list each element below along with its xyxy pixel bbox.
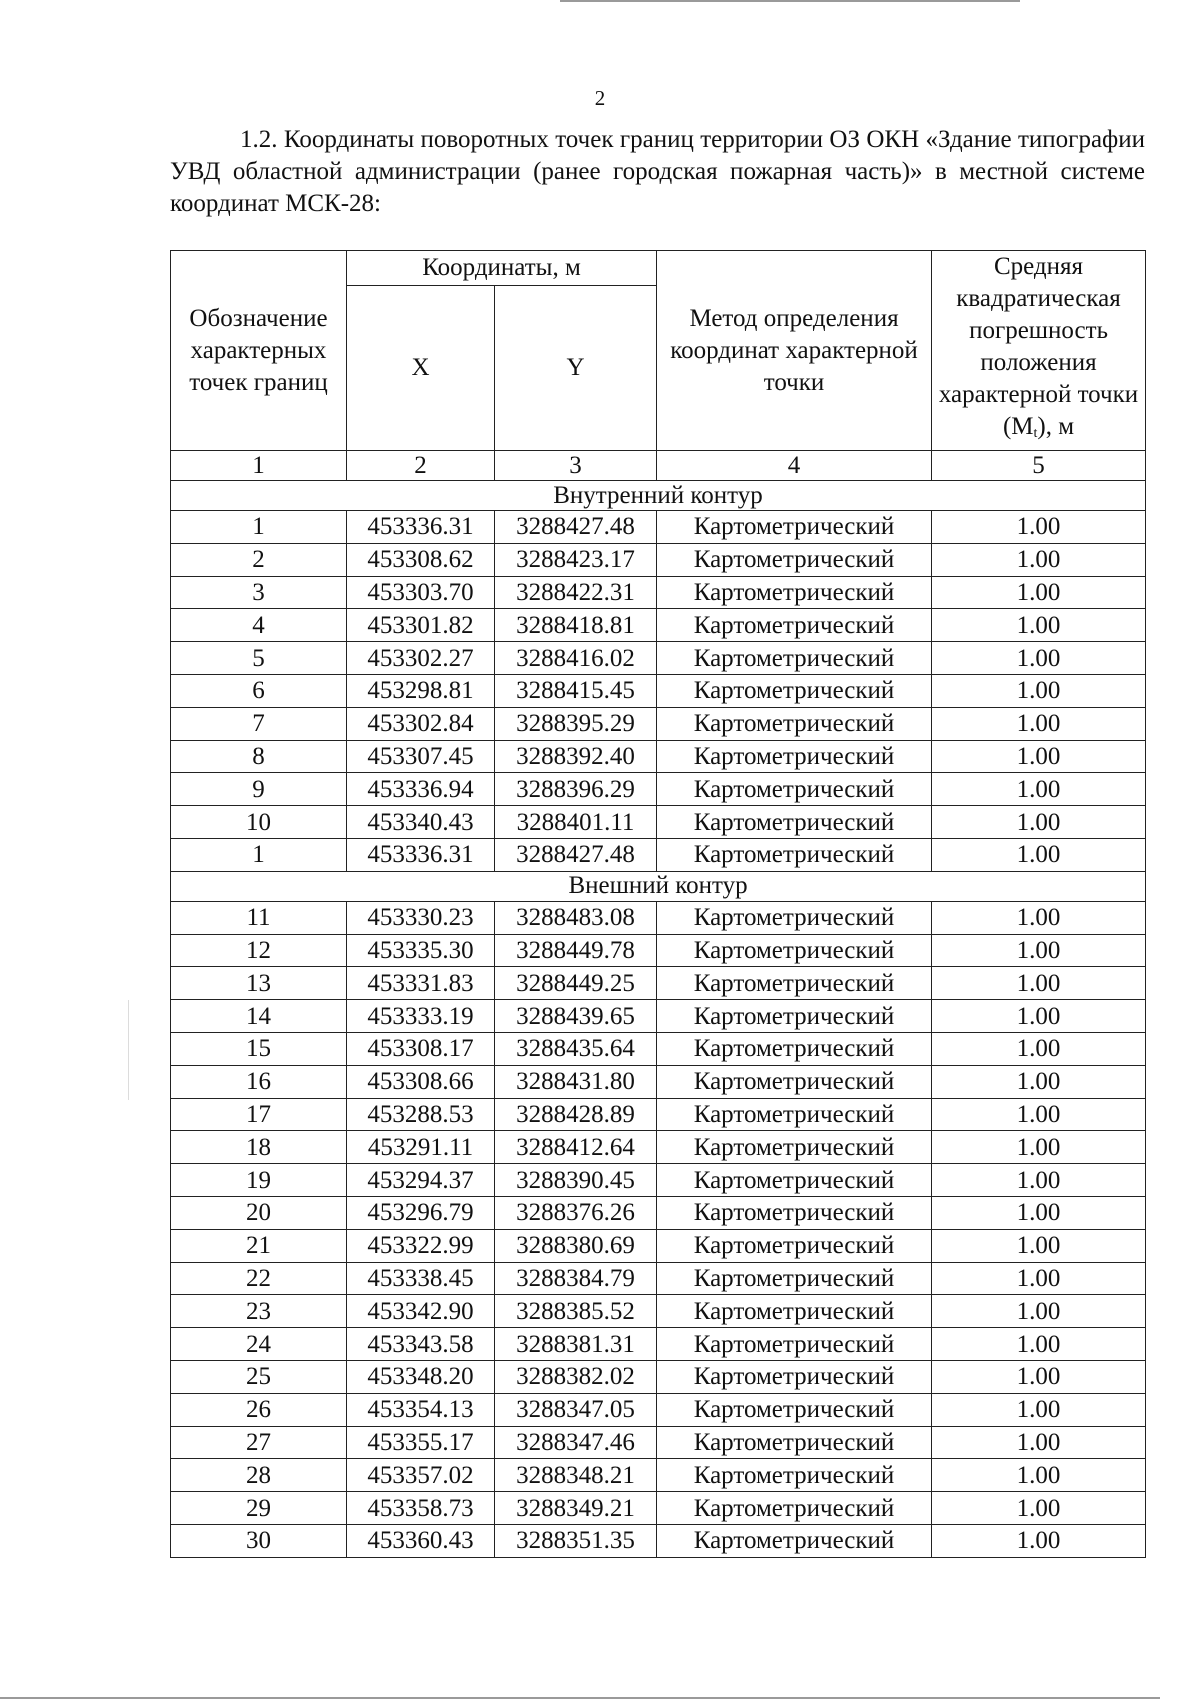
point-cell: 22 <box>171 1262 347 1295</box>
error-cell: 1.00 <box>932 1262 1146 1295</box>
column-number: 5 <box>932 451 1146 481</box>
table-row <box>171 1032 1146 1065</box>
x-cell: 453296.79 <box>347 1196 495 1229</box>
x-cell: 453307.45 <box>347 740 495 773</box>
error-cell: 1.00 <box>932 642 1146 675</box>
table-row <box>171 1360 1146 1393</box>
method-cell: Картометрический <box>657 1426 932 1459</box>
point-cell: 8 <box>171 740 347 773</box>
y-cell: 3288483.08 <box>495 901 657 934</box>
header-y: Y <box>495 285 657 450</box>
point-cell: 13 <box>171 967 347 1000</box>
error-cell: 1.00 <box>932 838 1146 871</box>
y-cell: 3288412.64 <box>495 1131 657 1164</box>
y-cell: 3288385.52 <box>495 1295 657 1328</box>
error-cell: 1.00 <box>932 1000 1146 1033</box>
table-row <box>171 1065 1146 1098</box>
table-row <box>171 1295 1146 1328</box>
y-cell: 3288416.02 <box>495 642 657 675</box>
table-row <box>171 773 1146 806</box>
y-cell: 3288390.45 <box>495 1164 657 1197</box>
y-cell: 3288395.29 <box>495 707 657 740</box>
point-cell: 19 <box>171 1164 347 1197</box>
x-cell: 453322.99 <box>347 1229 495 1262</box>
point-cell: 15 <box>171 1032 347 1065</box>
x-cell: 453358.73 <box>347 1492 495 1525</box>
table-row <box>171 1000 1146 1033</box>
point-cell: 4 <box>171 609 347 642</box>
point-cell: 17 <box>171 1098 347 1131</box>
method-cell: Картометрический <box>657 1131 932 1164</box>
table-row <box>171 838 1146 871</box>
point-cell: 6 <box>171 674 347 707</box>
x-cell: 453343.58 <box>347 1328 495 1361</box>
y-cell: 3288435.64 <box>495 1032 657 1065</box>
header-coordinates: Координаты, м <box>347 251 657 286</box>
x-cell: 453308.62 <box>347 543 495 576</box>
point-cell: 29 <box>171 1492 347 1525</box>
table-row <box>171 609 1146 642</box>
point-cell: 3 <box>171 576 347 609</box>
table-row <box>171 740 1146 773</box>
table-row <box>171 511 1146 544</box>
y-cell: 3288376.26 <box>495 1196 657 1229</box>
section-row <box>171 871 1146 901</box>
method-cell: Картометрический <box>657 773 932 806</box>
error-cell: 1.00 <box>932 1065 1146 1098</box>
y-cell: 3288381.31 <box>495 1328 657 1361</box>
method-cell: Картометрический <box>657 1328 932 1361</box>
x-cell: 453354.13 <box>347 1393 495 1426</box>
error-cell: 1.00 <box>932 1524 1146 1557</box>
table-row <box>171 543 1146 576</box>
y-cell: 3288427.48 <box>495 838 657 871</box>
y-cell: 3288347.05 <box>495 1393 657 1426</box>
x-cell: 453288.53 <box>347 1098 495 1131</box>
y-cell: 3288401.11 <box>495 806 657 839</box>
point-cell: 20 <box>171 1196 347 1229</box>
header-error-subscript: t <box>1033 426 1038 441</box>
scan-edge-bottom <box>0 1697 1160 1699</box>
method-cell: Картометрический <box>657 576 932 609</box>
error-cell: 1.00 <box>932 1295 1146 1328</box>
error-cell: 1.00 <box>932 1459 1146 1492</box>
table-row <box>171 901 1146 934</box>
point-cell: 1 <box>171 511 347 544</box>
scan-edge-top <box>560 0 1020 2</box>
point-cell: 14 <box>171 1000 347 1033</box>
error-cell: 1.00 <box>932 576 1146 609</box>
y-cell: 3288347.46 <box>495 1426 657 1459</box>
table-row <box>171 934 1146 967</box>
x-cell: 453291.11 <box>347 1131 495 1164</box>
method-cell: Картометрический <box>657 1393 932 1426</box>
method-cell: Картометрический <box>657 543 932 576</box>
y-cell: 3288348.21 <box>495 1459 657 1492</box>
method-cell: Картометрический <box>657 642 932 675</box>
point-cell: 2 <box>171 543 347 576</box>
x-cell: 453348.20 <box>347 1360 495 1393</box>
point-cell: 1 <box>171 838 347 871</box>
method-cell: Картометрический <box>657 1295 932 1328</box>
table-row <box>171 576 1146 609</box>
y-cell: 3288415.45 <box>495 674 657 707</box>
method-cell: Картометрический <box>657 967 932 1000</box>
error-cell: 1.00 <box>932 773 1146 806</box>
x-cell: 453298.81 <box>347 674 495 707</box>
coordinates-table <box>170 250 1146 1558</box>
table-row <box>171 806 1146 839</box>
method-cell: Картометрический <box>657 740 932 773</box>
error-cell: 1.00 <box>932 1492 1146 1525</box>
y-cell: 3288449.78 <box>495 934 657 967</box>
section-row <box>171 481 1146 511</box>
table-row <box>171 1131 1146 1164</box>
x-cell: 453302.27 <box>347 642 495 675</box>
error-cell: 1.00 <box>932 511 1146 544</box>
error-cell: 1.00 <box>932 740 1146 773</box>
x-cell: 453335.30 <box>347 934 495 967</box>
point-cell: 27 <box>171 1426 347 1459</box>
table-row <box>171 1459 1146 1492</box>
y-cell: 3288431.80 <box>495 1065 657 1098</box>
method-cell: Картометрический <box>657 806 932 839</box>
method-cell: Картометрический <box>657 1360 932 1393</box>
point-cell: 30 <box>171 1524 347 1557</box>
method-cell: Картометрический <box>657 674 932 707</box>
point-cell: 12 <box>171 934 347 967</box>
header-error-text: Средняя квадратическая погрешность положения характерной точки (M <box>938 253 1139 440</box>
x-cell: 453330.23 <box>347 901 495 934</box>
method-cell: Картометрический <box>657 1065 932 1098</box>
y-cell: 3288449.25 <box>495 967 657 1000</box>
point-cell: 10 <box>171 806 347 839</box>
method-cell: Картометрический <box>657 838 932 871</box>
x-cell: 453308.17 <box>347 1032 495 1065</box>
table-row <box>171 1524 1146 1557</box>
error-cell: 1.00 <box>932 707 1146 740</box>
method-cell: Картометрический <box>657 1262 932 1295</box>
x-cell: 453342.90 <box>347 1295 495 1328</box>
header-error-unit: ), м <box>1037 413 1075 440</box>
method-cell: Картометрический <box>657 511 932 544</box>
column-number: 2 <box>347 451 495 481</box>
y-cell: 3288428.89 <box>495 1098 657 1131</box>
point-cell: 26 <box>171 1393 347 1426</box>
method-cell: Картометрический <box>657 1524 932 1557</box>
method-cell: Картометрический <box>657 707 932 740</box>
error-cell: 1.00 <box>932 1131 1146 1164</box>
table-row <box>171 1426 1146 1459</box>
column-number: 1 <box>171 451 347 481</box>
table-row <box>171 1196 1146 1229</box>
point-cell: 24 <box>171 1328 347 1361</box>
table-row <box>171 1229 1146 1262</box>
error-cell: 1.00 <box>932 901 1146 934</box>
error-cell: 1.00 <box>932 1229 1146 1262</box>
y-cell: 3288422.31 <box>495 576 657 609</box>
point-cell: 5 <box>171 642 347 675</box>
error-cell: 1.00 <box>932 1098 1146 1131</box>
y-cell: 3288382.02 <box>495 1360 657 1393</box>
y-cell: 3288418.81 <box>495 609 657 642</box>
error-cell: 1.00 <box>932 934 1146 967</box>
error-cell: 1.00 <box>932 1393 1146 1426</box>
point-cell: 21 <box>171 1229 347 1262</box>
x-cell: 453340.43 <box>347 806 495 839</box>
column-number-row <box>171 451 1146 481</box>
table-row <box>171 1393 1146 1426</box>
method-cell: Картометрический <box>657 1229 932 1262</box>
table-row <box>171 1164 1146 1197</box>
y-cell: 3288427.48 <box>495 511 657 544</box>
method-cell: Картометрический <box>657 609 932 642</box>
x-cell: 453355.17 <box>347 1426 495 1459</box>
error-cell: 1.00 <box>932 609 1146 642</box>
x-cell: 453301.82 <box>347 609 495 642</box>
table-row <box>171 1492 1146 1525</box>
point-cell: 9 <box>171 773 347 806</box>
y-cell: 3288396.29 <box>495 773 657 806</box>
x-cell: 453336.31 <box>347 511 495 544</box>
column-number: 3 <box>495 451 657 481</box>
error-cell: 1.00 <box>932 1032 1146 1065</box>
y-cell: 3288380.69 <box>495 1229 657 1262</box>
column-number: 4 <box>657 451 932 481</box>
method-cell: Картометрический <box>657 1459 932 1492</box>
method-cell: Картометрический <box>657 1196 932 1229</box>
scan-edge-left <box>128 1000 129 1100</box>
method-cell: Картометрический <box>657 1000 932 1033</box>
table-row <box>171 1262 1146 1295</box>
error-cell: 1.00 <box>932 1196 1146 1229</box>
error-cell: 1.00 <box>932 806 1146 839</box>
x-cell: 453338.45 <box>347 1262 495 1295</box>
method-cell: Картометрический <box>657 1098 932 1131</box>
x-cell: 453333.19 <box>347 1000 495 1033</box>
y-cell: 3288439.65 <box>495 1000 657 1033</box>
section-heading: 1.2. Координаты поворотных точек границ территории ОЗ ОКН «Здание типографии УВД областной администрации (ранее городская пожарная часть)» в местной системе координат МСК-28: <box>170 126 1145 217</box>
error-cell: 1.00 <box>932 1164 1146 1197</box>
table-row <box>171 967 1146 1000</box>
x-cell: 453336.94 <box>347 773 495 806</box>
y-cell: 3288384.79 <box>495 1262 657 1295</box>
x-cell: 453294.37 <box>347 1164 495 1197</box>
method-cell: Картометрический <box>657 1164 932 1197</box>
table-row <box>171 642 1146 675</box>
error-cell: 1.00 <box>932 543 1146 576</box>
method-cell: Картометрический <box>657 934 932 967</box>
error-cell: 1.00 <box>932 1328 1146 1361</box>
x-cell: 453302.84 <box>347 707 495 740</box>
table-row <box>171 674 1146 707</box>
x-cell: 453336.31 <box>347 838 495 871</box>
x-cell: 453303.70 <box>347 576 495 609</box>
x-cell: 453360.43 <box>347 1524 495 1557</box>
y-cell: 3288392.40 <box>495 740 657 773</box>
header-method: Метод определения координат характерной точки <box>657 251 932 451</box>
y-cell: 3288349.21 <box>495 1492 657 1525</box>
y-cell: 3288351.35 <box>495 1524 657 1557</box>
table-row <box>171 707 1146 740</box>
point-cell: 7 <box>171 707 347 740</box>
table-row <box>171 1328 1146 1361</box>
error-cell: 1.00 <box>932 674 1146 707</box>
error-cell: 1.00 <box>932 1426 1146 1459</box>
method-cell: Картометрический <box>657 1032 932 1065</box>
header-designation: Обозначение характерных точек границ <box>171 251 347 451</box>
method-cell: Картометрический <box>657 901 932 934</box>
error-cell: 1.00 <box>932 1360 1146 1393</box>
point-cell: 11 <box>171 901 347 934</box>
error-cell: 1.00 <box>932 967 1146 1000</box>
point-cell: 28 <box>171 1459 347 1492</box>
table-row <box>171 1098 1146 1131</box>
section-title: Внутренний контур <box>171 481 1146 511</box>
point-cell: 16 <box>171 1065 347 1098</box>
header-error <box>932 251 1146 451</box>
page-number: 2 <box>594 86 606 110</box>
point-cell: 18 <box>171 1131 347 1164</box>
header-x: X <box>347 285 495 450</box>
point-cell: 25 <box>171 1360 347 1393</box>
x-cell: 453308.66 <box>347 1065 495 1098</box>
method-cell: Картометрический <box>657 1492 932 1525</box>
x-cell: 453357.02 <box>347 1459 495 1492</box>
section-title: Внешний контур <box>171 871 1146 901</box>
y-cell: 3288423.17 <box>495 543 657 576</box>
x-cell: 453331.83 <box>347 967 495 1000</box>
table-body <box>171 481 1146 1558</box>
point-cell: 23 <box>171 1295 347 1328</box>
